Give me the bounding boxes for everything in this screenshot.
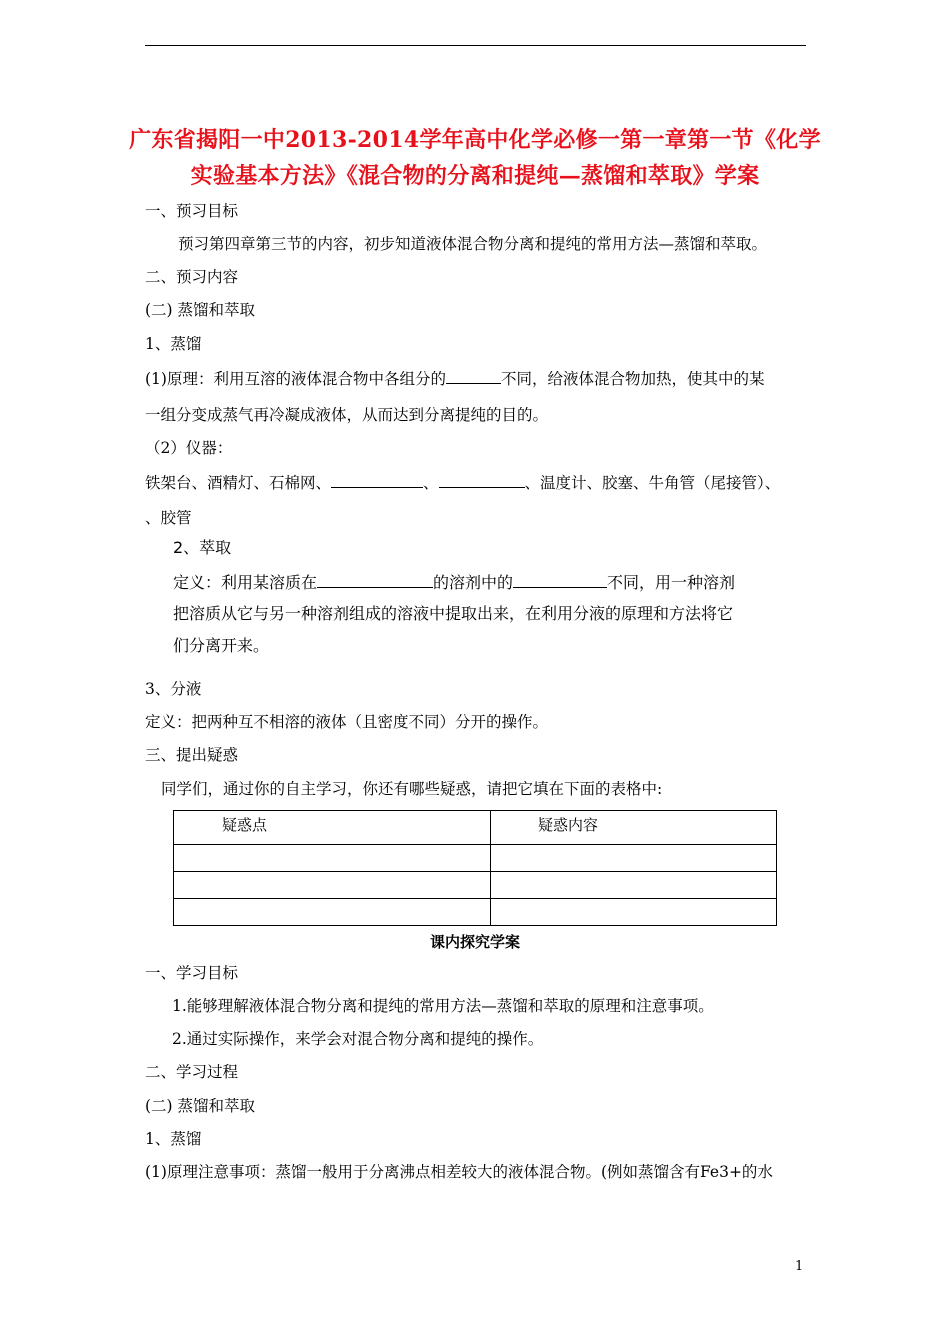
fill-blank[interactable] bbox=[317, 572, 433, 588]
header-rule bbox=[145, 45, 806, 46]
table-cell[interactable] bbox=[174, 872, 491, 899]
inclass-goal-2: 2.通过实际操作，来学会对混合物分离和提纯的操作。 bbox=[172, 1030, 544, 1048]
inclass-heading-process: 二、学习过程 bbox=[145, 1063, 239, 1081]
extraction-heading: 2、萃取 bbox=[173, 538, 232, 557]
doubts-intro: 同学们，通过你的自主学习，你还有哪些疑惑，请把它填在下面的表格中: bbox=[161, 780, 663, 798]
instrument-separator: 、 bbox=[423, 474, 439, 492]
table-row bbox=[174, 872, 777, 899]
table-row bbox=[174, 845, 777, 872]
extraction-def-line-2: 把溶质从它与另一种溶剂组成的溶液中提取出来，在利用分液的原理和方法将它 bbox=[173, 604, 734, 623]
preview-heading-content: 二、预习内容 bbox=[145, 268, 239, 286]
title-line-1: 广东省揭阳一中2013-2014学年高中化学必修一第一章第一节《化学 bbox=[129, 127, 821, 153]
preview-item-distillation: 1、蒸馏 bbox=[145, 335, 202, 353]
instrument-line-2: 、胶管 bbox=[145, 509, 192, 527]
separation-definition: 定义：把两种互不相溶的液体（且密度不同）分开的操作。 bbox=[145, 713, 549, 731]
doubts-heading: 三、提出疑惑 bbox=[145, 746, 239, 764]
instrument-line bbox=[145, 472, 780, 493]
instrument-text-b: 、温度计、胶塞、牛角管（尾接管）、 bbox=[524, 474, 781, 492]
fill-blank[interactable] bbox=[446, 368, 501, 384]
preview-heading-goals: 一、预习目标 bbox=[145, 202, 239, 220]
table-cell[interactable] bbox=[174, 845, 491, 872]
inclass-subheading: (二) 蒸馏和萃取 bbox=[145, 1097, 256, 1115]
table-header-cell bbox=[491, 811, 777, 845]
table-row bbox=[174, 899, 777, 926]
preview-goal-text: 预习第四章第三节的内容，初步知道液体混合物分离和提纯的常用方法—蒸馏和萃取。 bbox=[178, 235, 768, 253]
extraction-text-c: 不同，用一种溶剂 bbox=[607, 573, 736, 592]
separation-heading: 3、分液 bbox=[145, 680, 202, 698]
table-cell[interactable] bbox=[491, 845, 777, 872]
column-header-doubt-content: 疑惑内容 bbox=[538, 816, 599, 834]
column-header-doubt-point: 疑惑点 bbox=[222, 816, 268, 834]
fill-blank[interactable] bbox=[331, 472, 423, 488]
inclass-section-title: 课内探究学案 bbox=[429, 933, 520, 951]
principle-text-b: 不同，给液体混合物加热，使其中的某 bbox=[500, 370, 765, 388]
extraction-text-b: 的溶剂中的 bbox=[433, 573, 514, 592]
instrument-label: （2）仪器： bbox=[145, 439, 233, 457]
extraction-def-line-3: 们分离开来。 bbox=[173, 636, 270, 655]
principle-line-1 bbox=[145, 368, 764, 389]
table-cell[interactable] bbox=[491, 899, 777, 926]
table-cell[interactable] bbox=[174, 899, 491, 926]
extraction-text-a: 定义：利用某溶质在 bbox=[173, 573, 318, 592]
table-header-cell bbox=[174, 811, 491, 845]
inclass-principle-note: (1)原理注意事项：蒸馏一般用于分离沸点相差较大的液体混合物。(例如蒸馏含有Fe3+的水 bbox=[145, 1163, 773, 1181]
doubts-table bbox=[173, 810, 777, 926]
title-line-2: 实验基本方法》《混合物的分离和提纯—蒸馏和萃取》学案 bbox=[190, 163, 760, 189]
inclass-heading-goals: 一、学习目标 bbox=[145, 964, 239, 982]
fill-blank[interactable] bbox=[439, 472, 525, 488]
preview-subheading: (二) 蒸馏和萃取 bbox=[145, 301, 256, 319]
table-header-row bbox=[174, 811, 777, 845]
inclass-item-distillation: 1、蒸馏 bbox=[145, 1130, 202, 1148]
page-number: 1 bbox=[795, 1259, 804, 1274]
inclass-goal-1: 1.能够理解液体混合物分离和提纯的常用方法—蒸馏和萃取的原理和注意事项。 bbox=[172, 997, 714, 1015]
principle-line-2: 一组分变成蒸气再冷凝成液体，从而达到分离提纯的目的。 bbox=[145, 406, 549, 424]
instrument-text-a: 铁架台、酒精灯、石棉网、 bbox=[145, 474, 332, 492]
principle-text-a: (1)原理：利用互溶的液体混合物中各组分的 bbox=[145, 370, 446, 388]
extraction-def-line-1 bbox=[173, 572, 735, 593]
table-cell[interactable] bbox=[491, 872, 777, 899]
fill-blank[interactable] bbox=[513, 572, 607, 588]
